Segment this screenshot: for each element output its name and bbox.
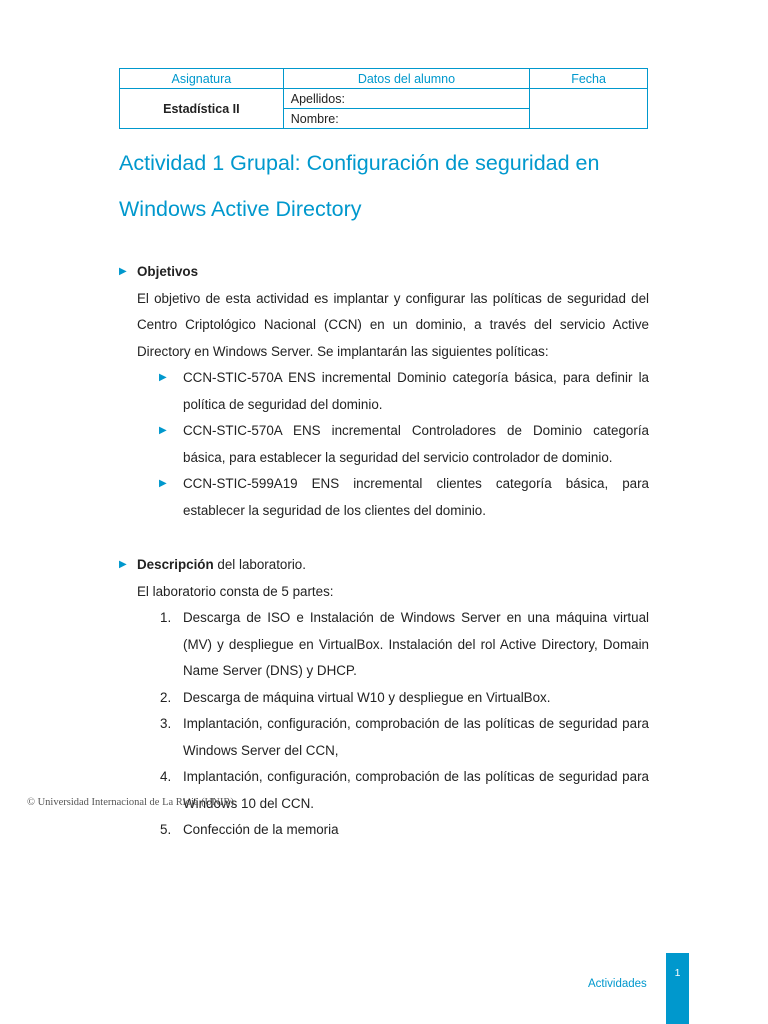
footer-section-label: Actividades (588, 978, 647, 990)
copyright-notice: © Universidad Internacional de La Rioja (UNIR) (27, 797, 234, 808)
column-header-date: Fecha (530, 69, 648, 89)
list-item: 3. Implantación, configuración, comprobación de las políticas de seguridad para Windows Server del CCN, (160, 716, 649, 758)
surname-cell: Apellidos: (283, 89, 529, 109)
list-item: 4. Implantación, configuración, comprobación de las políticas de seguridad para Windows 10 del CCN. (160, 769, 649, 811)
list-item: ▶ CCN-STIC-570A ENS incremental Controladores de Dominio categoría básica, para establecer la seguridad del servicio controlador de dominio. (183, 418, 649, 471)
triangle-bullet-icon: ▶ (159, 372, 167, 383)
column-header-subject: Asignatura (120, 69, 284, 89)
list-item: ▶ CCN-STIC-599A19 ENS incremental clientes categoría básica, para establecer la seguridad de los clientes del dominio. (183, 471, 649, 524)
list-item: 5. Confección de la memoria (160, 822, 339, 837)
objectives-heading: ▶ Objetivos (119, 259, 649, 286)
triangle-bullet-icon: ▶ (119, 266, 127, 277)
triangle-bullet-icon: ▶ (159, 478, 167, 489)
objectives-section (119, 259, 649, 524)
page-number-tab (666, 953, 689, 1024)
objectives-paragraph: El objetivo de esta actividad es implantar y configurar las políticas de seguridad del Centro Criptológico Nacional (CCN) en un dominio, a través del servicio Active Directory en Windows Server. Se implantarán las siguientes políticas: (137, 290, 649, 359)
list-item: ▶ CCN-STIC-570A ENS incremental Dominio categoría básica, para definir la política de seguridad del dominio. (183, 365, 649, 418)
list-item: 2. Descarga de máquina virtual W10 y despliegue en VirtualBox. (160, 689, 551, 705)
page-number: 1 (674, 967, 681, 979)
page-title: Actividad 1 Grupal: Configuración de seguridad en Windows Active Directory (119, 151, 600, 221)
policy-list (119, 365, 649, 524)
description-heading: ▶ Descripción del laboratorio. (119, 552, 649, 579)
name-cell: Nombre: (283, 109, 529, 129)
date-cell (530, 89, 648, 129)
triangle-bullet-icon: ▶ (159, 425, 167, 436)
triangle-bullet-icon: ▶ (119, 559, 127, 570)
list-item: 1. Descarga de ISO e Instalación de Windows Server en una máquina virtual (MV) y despliegue en VirtualBox. Instalación del rol Active Directory, Domain Name Server (DNS) y DHCP. (160, 610, 649, 678)
subject-cell: Estadística II (120, 89, 284, 129)
description-intro: El laboratorio consta de 5 partes: (137, 583, 334, 599)
column-header-student: Datos del alumno (283, 69, 529, 89)
header-table (119, 68, 648, 129)
